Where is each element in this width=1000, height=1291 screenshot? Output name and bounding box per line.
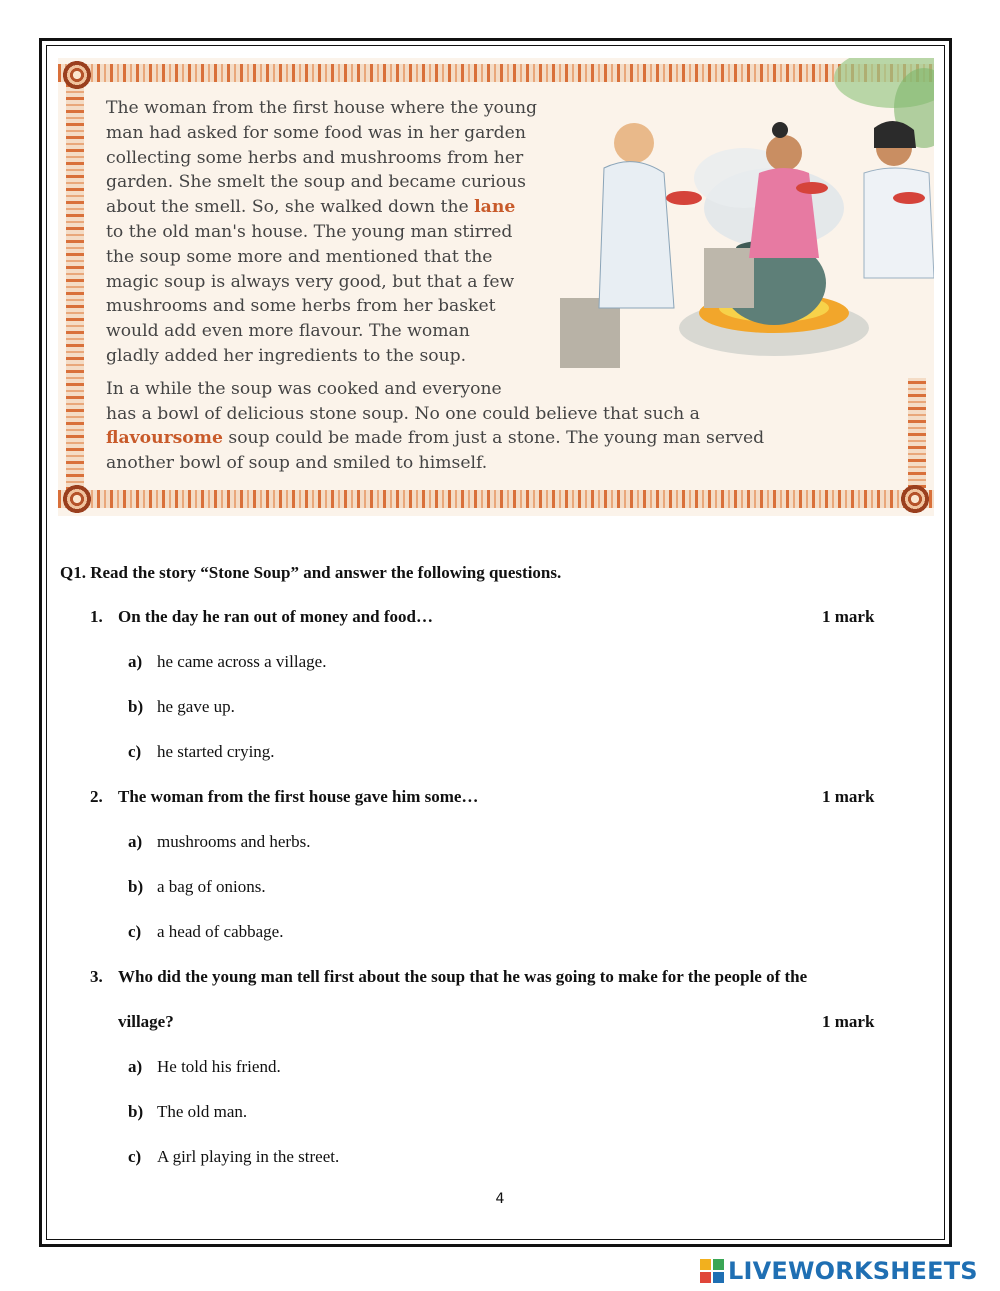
option-3b[interactable]	[128, 1102, 247, 1122]
question-number: 1.	[90, 607, 103, 626]
option-text: he gave up.	[157, 697, 235, 716]
question-number: 2.	[90, 787, 103, 806]
option-2c[interactable]	[128, 922, 283, 942]
story-line: magic soup is always very good, but that a few	[106, 271, 515, 292]
ornament-border-left	[66, 82, 84, 490]
story-line	[106, 195, 556, 220]
option-letter: b)	[128, 1102, 144, 1121]
mark-label: 1 mark	[822, 1012, 875, 1031]
option-letter: a)	[128, 832, 143, 851]
mark-label: 1 mark	[822, 607, 875, 626]
story-line-part: soup could be made from just a stone. The young man served	[222, 428, 765, 449]
option-text: a bag of onions.	[157, 877, 266, 896]
option-2b[interactable]	[128, 877, 266, 897]
option-text: The old man.	[157, 1102, 248, 1121]
option-text: he came across a village.	[157, 652, 327, 671]
story-line: man had asked for some food was in her garden	[106, 122, 526, 143]
option-3c[interactable]	[128, 1147, 339, 1167]
story-paragraph	[106, 96, 556, 369]
question-text: The woman from the first house gave him some…	[118, 787, 479, 806]
question-number: 3.	[90, 967, 103, 986]
question-3-continued	[90, 1012, 174, 1032]
story-text	[106, 96, 866, 476]
story-line: another bowl of soup and smiled to himself.	[106, 453, 488, 474]
option-1a[interactable]	[128, 652, 326, 672]
story-line: has a bowl of delicious stone soup. No one could believe that such a	[106, 403, 700, 424]
option-text: A girl playing in the street.	[157, 1147, 340, 1166]
ornament-border-right	[908, 378, 926, 488]
liveworksheets-logo-icon	[700, 1259, 724, 1283]
question-3	[90, 967, 807, 987]
story-line	[106, 426, 866, 451]
liveworksheets-brand[interactable]	[700, 1256, 978, 1286]
question-text: On the day he ran out of money and food…	[118, 607, 434, 626]
story-line: collecting some herbs and mushrooms from her	[106, 147, 524, 168]
story-line: mushrooms and some herbs from her basket	[106, 296, 496, 317]
story-line-part: about the smell. So, she walked down the	[106, 197, 475, 218]
story-line: garden. She smelt the soup and became curious	[106, 172, 526, 193]
highlighted-word: flavoursome	[106, 428, 223, 449]
option-text: a head of cabbage.	[157, 922, 284, 941]
mark-label: 1 mark	[822, 787, 875, 806]
page-number: 4	[495, 1191, 505, 1207]
option-text: He told his friend.	[157, 1057, 281, 1076]
option-2a[interactable]	[128, 832, 310, 852]
brand-name: LIVEWORKSHEETS	[728, 1257, 978, 1285]
ornament-border-bottom	[58, 490, 934, 508]
option-letter: b)	[128, 697, 144, 716]
question-text: Who did the young man tell first about the soup that he was going to make for the people of the	[118, 967, 808, 986]
option-1b[interactable]	[128, 697, 235, 717]
option-text: mushrooms and herbs.	[157, 832, 311, 851]
question-text: village?	[118, 1012, 174, 1031]
corner-knot-icon	[62, 60, 92, 90]
story-line: In a while the soup was cooked and everyone	[106, 378, 502, 399]
questions-heading: Q1. Read the story “Stone Soup” and answer the following questions.	[60, 563, 562, 582]
story-line: to the old man's house. The young man stirred	[106, 221, 513, 242]
story-line: gladly added her ingredients to the soup.	[106, 345, 467, 366]
option-letter: a)	[128, 1057, 143, 1076]
question-2	[90, 787, 478, 807]
option-3a[interactable]	[128, 1057, 281, 1077]
option-letter: c)	[128, 922, 142, 941]
option-letter: b)	[128, 877, 144, 896]
highlighted-word: lane	[474, 197, 516, 218]
option-letter: c)	[128, 742, 142, 761]
story-line: would add even more flavour. The woman	[106, 321, 470, 342]
option-text: he started crying.	[157, 742, 275, 761]
story-line: The woman from the first house where the young	[106, 98, 538, 118]
corner-knot-icon	[62, 484, 92, 514]
corner-knot-icon	[900, 484, 930, 514]
story-line: the soup some more and mentioned that the	[106, 246, 493, 267]
option-letter: a)	[128, 652, 143, 671]
story-panel	[58, 58, 934, 516]
option-letter: c)	[128, 1147, 142, 1166]
question-1	[90, 607, 433, 627]
story-paragraph	[106, 377, 866, 476]
option-1c[interactable]	[128, 742, 275, 762]
